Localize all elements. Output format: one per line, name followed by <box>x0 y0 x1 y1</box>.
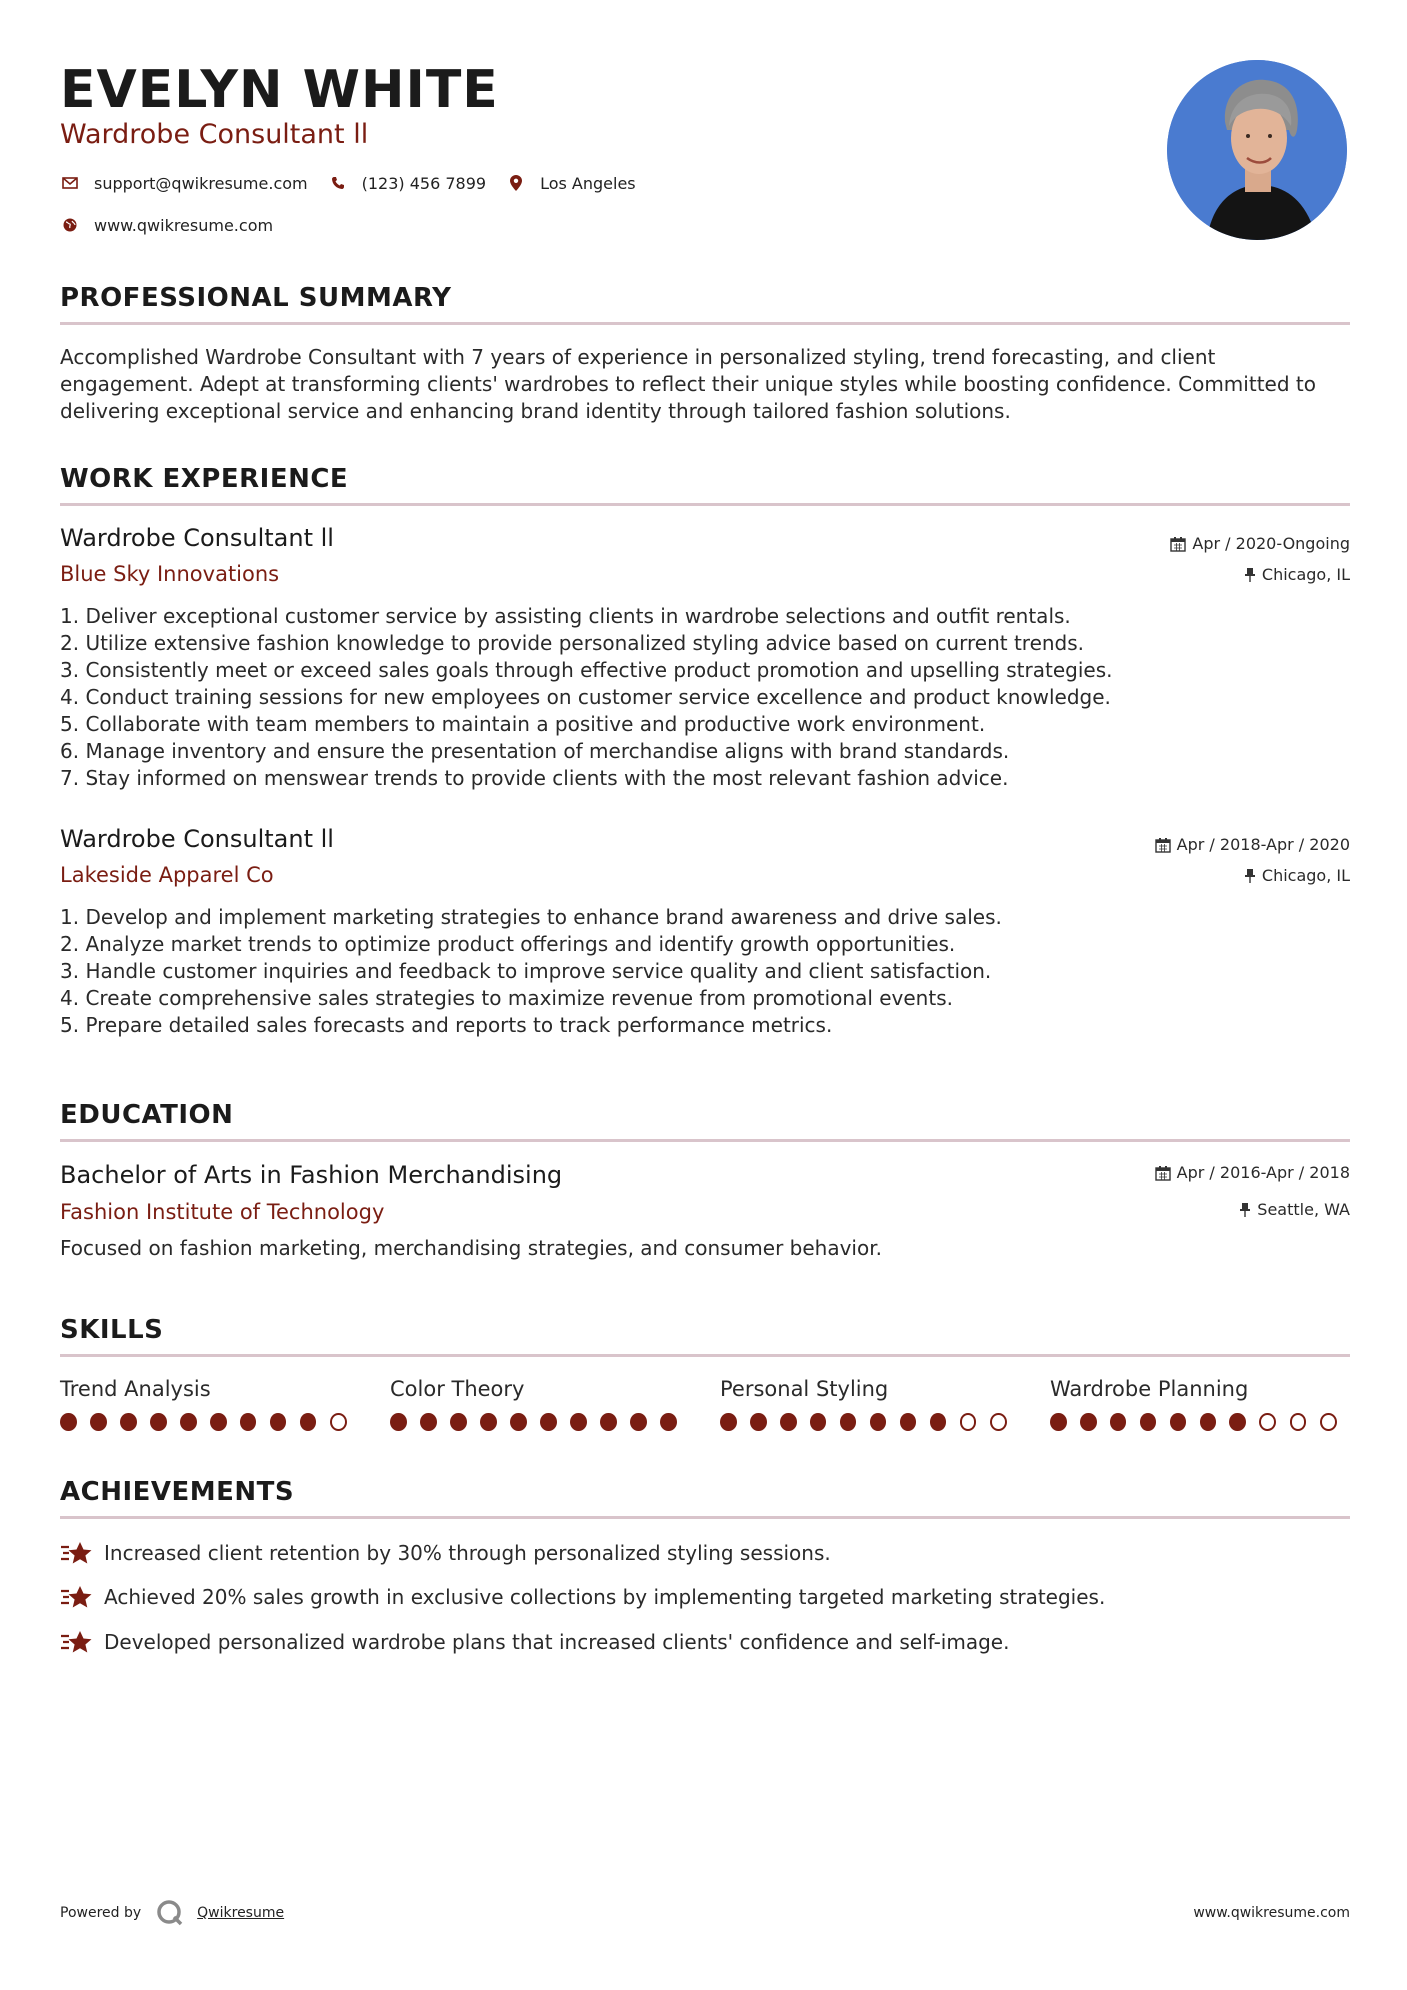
job-duties-list <box>60 904 1002 1039</box>
skill-rating <box>390 1413 690 1431</box>
shooting-star-icon <box>60 1583 94 1611</box>
rating-dot-filled <box>1080 1413 1097 1431</box>
section-divider <box>60 1139 1350 1142</box>
qwikresume-logo-icon <box>155 1898 185 1928</box>
job-company: Blue Sky Innovations <box>60 562 280 586</box>
rating-dot-empty <box>990 1413 1007 1431</box>
achievement-text: Achieved 20% sales growth in exclusive collections by implementing targeted marketing strategies. <box>104 1584 1106 1609</box>
rating-dot-filled <box>270 1413 287 1431</box>
skill-item <box>1050 1375 1350 1431</box>
job-location <box>1244 865 1350 887</box>
globe-icon <box>60 215 80 235</box>
candidate-title: Wardrobe Consultant ll <box>60 119 369 150</box>
rating-dot-filled <box>720 1413 737 1431</box>
skill-item <box>60 1375 360 1431</box>
section-divider <box>60 503 1350 506</box>
list-item: 7. Stay informed on menswear trends to provide clients with the most relevant fashion advice. <box>60 766 1009 790</box>
skills-heading: SKILLS <box>60 1315 164 1345</box>
school-name: Fashion Institute of Technology <box>60 1200 385 1224</box>
shooting-star-icon <box>60 1539 94 1567</box>
rating-dot-filled <box>750 1413 767 1431</box>
skill-rating <box>60 1413 360 1431</box>
degree-title: Bachelor of Arts in Fashion Merchandising <box>60 1161 563 1189</box>
rating-dot-filled <box>390 1413 407 1431</box>
list-item: 3. Handle customer inquiries and feedback to improve service quality and client satisfaction. <box>60 959 992 983</box>
resume-page <box>60 0 1350 1990</box>
rating-dot-filled <box>1110 1413 1127 1431</box>
phone-number: (123) 456 7899 <box>361 173 487 193</box>
rating-dot-filled <box>570 1413 587 1431</box>
calendar-icon <box>1155 1165 1171 1181</box>
skill-item <box>390 1375 690 1431</box>
rating-dot-filled <box>90 1413 107 1431</box>
achievement-item <box>60 1628 1009 1656</box>
rating-dot-filled <box>420 1413 437 1431</box>
job-location-text: Chicago, IL <box>1261 866 1350 885</box>
list-item: 2. Analyze market trends to optimize product offerings and identify growth opportunities. <box>60 932 956 956</box>
calendar-icon <box>1155 837 1171 853</box>
rating-dot-filled <box>180 1413 197 1431</box>
calendar-icon <box>1170 536 1186 552</box>
footer-branding <box>60 1898 284 1928</box>
rating-dot-filled <box>1200 1413 1217 1431</box>
pushpin-icon <box>1244 567 1256 583</box>
section-divider <box>60 1354 1350 1357</box>
skill-rating <box>720 1413 1020 1431</box>
rating-dot-filled <box>1229 1413 1246 1431</box>
education-description: Focused on fashion marketing, merchandising strategies, and consumer behavior. <box>60 1236 882 1260</box>
qwikresume-link[interactable]: Qwikresume <box>197 1905 285 1921</box>
list-item: 3. Consistently meet or exceed sales goals through effective product promotion and upselling strategies. <box>60 658 1113 682</box>
website-link[interactable]: www.qwikresume.com <box>94 215 274 235</box>
job-dates-text: Apr / 2020-Ongoing <box>1192 534 1350 553</box>
rating-dot-empty <box>960 1413 977 1431</box>
rating-dot-filled <box>150 1413 167 1431</box>
section-divider <box>60 1516 1350 1519</box>
rating-dot-empty <box>1290 1413 1307 1431</box>
rating-dot-filled <box>450 1413 467 1431</box>
job-dates-text: Apr / 2018-Apr / 2020 <box>1176 835 1350 854</box>
job-dates <box>1155 834 1350 856</box>
rating-dot-empty <box>1259 1413 1276 1431</box>
rating-dot-filled <box>1050 1413 1067 1431</box>
list-item: 5. Prepare detailed sales forecasts and reports to track performance metrics. <box>60 1013 833 1037</box>
achievement-text: Increased client retention by 30% through personalized styling sessions. <box>104 1540 831 1565</box>
rating-dot-filled <box>210 1413 227 1431</box>
rating-dot-filled <box>780 1413 797 1431</box>
rating-dot-filled <box>930 1413 947 1431</box>
achievement-text: Developed personalized wardrobe plans that increased clients' confidence and self-image. <box>104 1629 1010 1654</box>
rating-dot-filled <box>810 1413 827 1431</box>
shooting-star-icon <box>60 1628 94 1656</box>
job-location-text: Chicago, IL <box>1261 565 1350 584</box>
rating-dot-empty <box>330 1413 347 1431</box>
rating-dot-filled <box>660 1413 677 1431</box>
education-heading: EDUCATION <box>60 1100 234 1130</box>
rating-dot-filled <box>630 1413 647 1431</box>
skill-name: Wardrobe Planning <box>1050 1377 1249 1401</box>
rating-dot-filled <box>60 1413 77 1431</box>
profile-photo <box>1167 60 1347 240</box>
list-item: 1. Develop and implement marketing strategies to enhance brand awareness and drive sales. <box>60 905 1002 929</box>
location-text: Los Angeles <box>540 173 636 193</box>
phone-icon <box>328 173 348 193</box>
rating-dot-filled <box>840 1413 857 1431</box>
skill-item <box>720 1375 1020 1431</box>
education-location <box>1239 1199 1350 1221</box>
candidate-name: EVELYN WHITE <box>60 60 499 120</box>
job-role: Wardrobe Consultant ll <box>60 825 334 853</box>
location-pin-icon <box>506 173 526 193</box>
education-dates-text: Apr / 2016-Apr / 2018 <box>1176 1163 1350 1182</box>
rating-dot-filled <box>870 1413 887 1431</box>
list-item: 4. Create comprehensive sales strategies to maximize revenue from promotional events. <box>60 986 953 1010</box>
skill-name: Personal Styling <box>720 1377 889 1401</box>
rating-dot-filled <box>240 1413 257 1431</box>
list-item: 1. Deliver exceptional customer service by assisting clients in wardrobe selections and outfit rentals. <box>60 604 1071 628</box>
job-company: Lakeside Apparel Co <box>60 863 274 887</box>
powered-by-label: Powered by <box>60 1905 142 1921</box>
list-item: 2. Utilize extensive fashion knowledge to provide personalized styling advice based on current trends. <box>60 631 1085 655</box>
contact-row <box>60 173 656 193</box>
achievement-item <box>60 1583 1105 1611</box>
rating-dot-filled <box>510 1413 527 1431</box>
footer-website[interactable]: www.qwikresume.com <box>1193 1905 1350 1921</box>
pushpin-icon <box>1244 868 1256 884</box>
skill-name: Trend Analysis <box>60 1377 211 1401</box>
rating-dot-empty <box>1320 1413 1337 1431</box>
rating-dot-filled <box>1170 1413 1187 1431</box>
email-icon <box>60 173 80 193</box>
list-item: 6. Manage inventory and ensure the presentation of merchandise aligns with brand standards. <box>60 739 1010 763</box>
achievement-item <box>60 1539 831 1567</box>
job-dates <box>1170 533 1350 555</box>
email-link[interactable]: support@qwikresume.com <box>94 173 308 193</box>
skill-rating <box>1050 1413 1350 1431</box>
achievements-heading: ACHIEVEMENTS <box>60 1477 295 1507</box>
rating-dot-filled <box>900 1413 917 1431</box>
summary-text: Accomplished Wardrobe Consultant with 7 years of experience in personalized styling, trend forecasting, and client engagement. Adept at transforming clients' wardrobes to reflect their unique styles while boosting confidence. Committed to delivering exceptional service and enhancing brand identity through tailored fashion solutions. <box>60 345 1316 423</box>
rating-dot-filled <box>120 1413 137 1431</box>
list-item: 5. Collaborate with team members to maintain a positive and productive work environment. <box>60 712 986 736</box>
rating-dot-filled <box>600 1413 617 1431</box>
website-row <box>60 215 293 235</box>
rating-dot-filled <box>300 1413 317 1431</box>
job-role: Wardrobe Consultant ll <box>60 524 334 552</box>
experience-heading: WORK EXPERIENCE <box>60 464 349 494</box>
section-divider <box>60 322 1350 325</box>
rating-dot-filled <box>1140 1413 1157 1431</box>
pushpin-icon <box>1239 1202 1251 1218</box>
education-location-text: Seattle, WA <box>1257 1200 1350 1219</box>
job-location <box>1244 564 1350 586</box>
rating-dot-filled <box>540 1413 557 1431</box>
job-duties-list <box>60 603 1112 792</box>
rating-dot-filled <box>480 1413 497 1431</box>
summary-heading: PROFESSIONAL SUMMARY <box>60 283 452 313</box>
list-item: 4. Conduct training sessions for new employees on customer service excellence and product knowledge. <box>60 685 1111 709</box>
skill-name: Color Theory <box>390 1377 525 1401</box>
education-dates <box>1155 1162 1350 1184</box>
